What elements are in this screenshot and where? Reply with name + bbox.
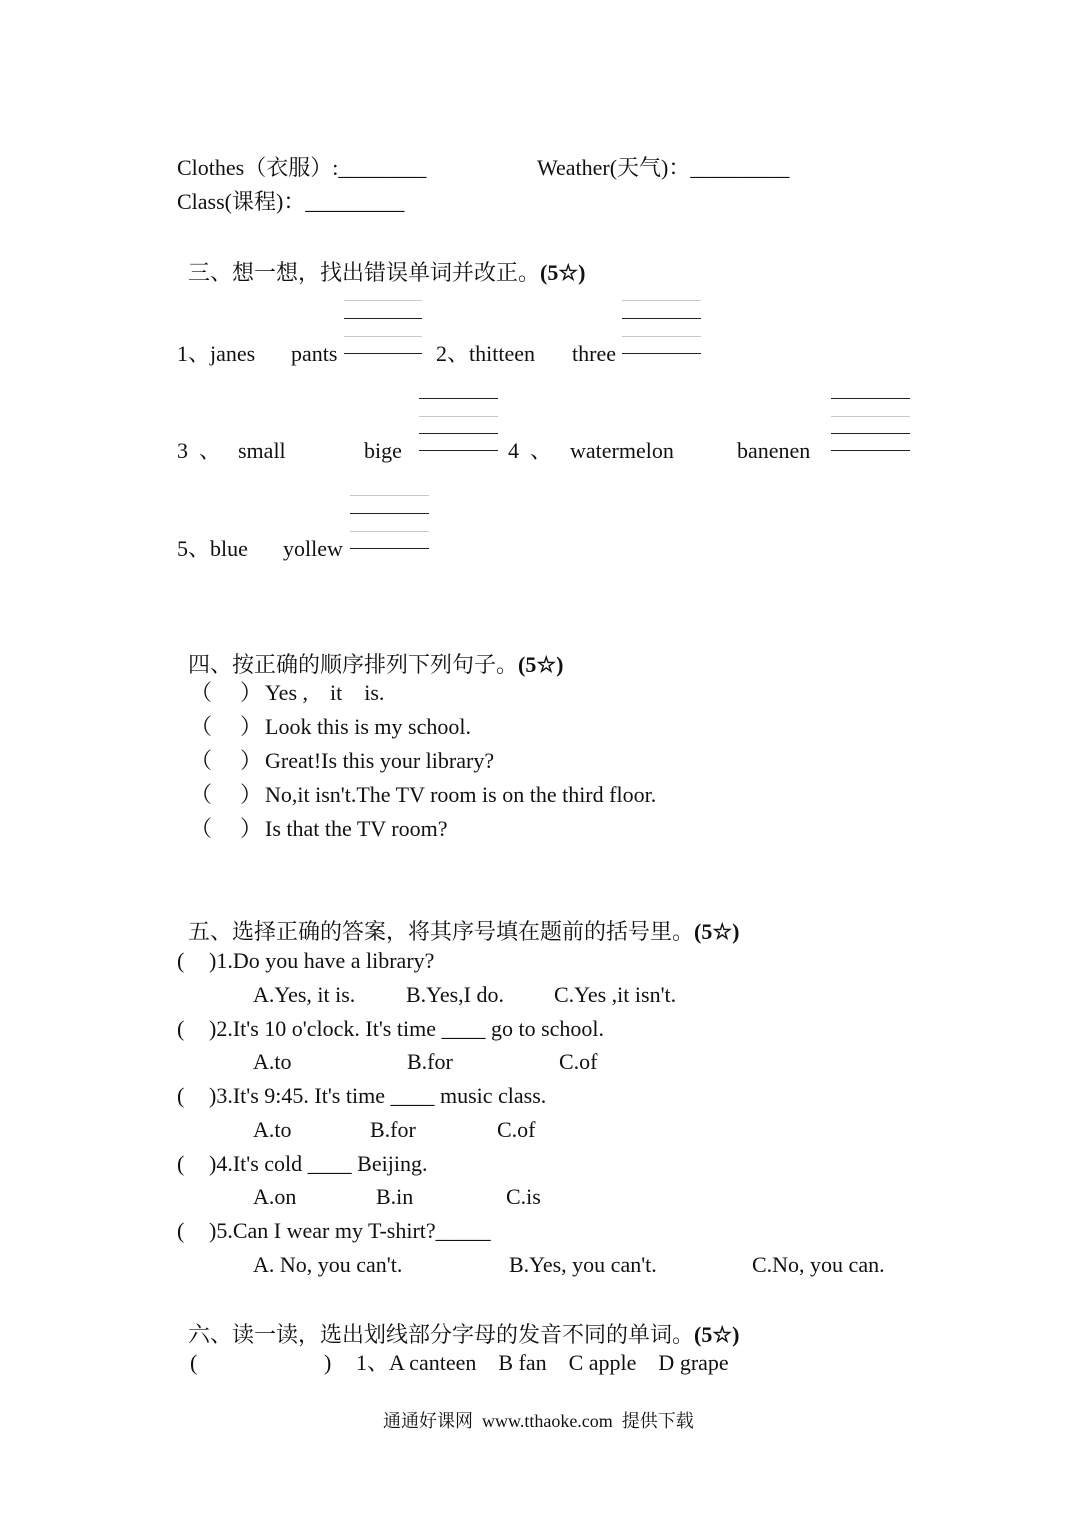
sec6-item: 1、A canteen B fan C apple D grape [356,1350,729,1375]
sec5-option-a: A. No, you can't. [253,1252,403,1277]
sec5-option-c: C.of [559,1049,598,1074]
sec6-bracket-right: ) [324,1350,332,1375]
sec5-question: )5.Can I wear my T-shirt?_____ [209,1218,491,1243]
sec3-item-1-blank-line[interactable] [344,318,422,319]
sec4-sentence: Great!Is this your library? [265,748,495,773]
sec4-bracket-right: ） [240,748,263,773]
section-4-heading [177,632,563,676]
section-6-title: 六、读一读，选出划线部分字母的发音不同的单词。 [188,1322,695,1347]
section-5-title: 五、选择正确的答案，将其序号填在题前的括号里。 [188,919,695,944]
sec5-option-c: C.No, you can. [752,1252,885,1277]
sec4-bracket-left: （ [190,680,213,705]
sec3-item-3-word: bige [364,438,402,463]
sec5-question: )4.It's cold ____ Beijing. [209,1151,428,1176]
sec5-answer-bracket: ( [177,948,185,973]
sec3-item-5-number: 5、blue [177,536,248,561]
sec4-bracket-left: （ [190,782,213,807]
sec3-item-2-blank-line[interactable] [622,318,701,319]
section-3-title: 三、想一想，找出错误单词并改正。 [188,260,541,285]
weather-label: Weather(天气)：_________ [537,155,790,180]
sec5-question: )2.It's 10 o'clock. It's time ____ go to school. [209,1016,605,1041]
class-label: Class(课程)：_________ [177,189,405,214]
sec5-answer-bracket: ( [177,1083,185,1108]
sec3-item-1-blank-line[interactable] [344,300,422,301]
sec3-item-1-blank-line[interactable] [344,353,422,354]
sec3-item-3-blank-line[interactable] [419,450,498,451]
sec5-option-c: C.of [497,1117,536,1142]
sec4-bracket-right: ） [240,782,263,807]
sec3-item-1-word: pants [291,341,338,366]
section-5-heading [177,899,739,943]
sec5-option-a: A.Yes, it is. [253,982,356,1007]
sec6-bracket-left: ( [190,1350,198,1375]
sec3-item-5-blank-line[interactable] [350,548,429,549]
sec3-item-2-number: 2、thitteen [436,341,535,366]
sec3-item-3-blank-line[interactable] [419,398,498,399]
sec3-item-1-number: 1、janes [177,341,256,366]
sec4-bracket-right: ） [240,816,263,841]
sec3-item-3-blank-line[interactable] [419,433,498,434]
section-3-score: (5☆) [540,260,586,285]
sec5-question: )1.Do you have a library? [209,948,435,973]
sec5-answer-bracket: ( [177,1016,185,1041]
sec4-sentence: Is that the TV room? [265,816,448,841]
sec3-item-2-word: three [572,341,616,366]
sec4-bracket-left: （ [190,748,213,773]
sec5-option-b: B.Yes,I do. [406,982,505,1007]
sec3-item-5-blank-line[interactable] [350,513,429,514]
sec3-item-2-blank-line[interactable] [622,336,701,337]
sec3-item-5-blank-line[interactable] [350,531,429,532]
sec3-item-4-first-word: watermelon [570,438,674,463]
sec5-option-a: A.to [253,1049,292,1074]
sec5-option-b: B.for [407,1049,453,1074]
sec4-bracket-right: ） [240,714,263,739]
section-4-score: (5☆) [518,652,564,677]
sec4-bracket-right: ） [240,680,263,705]
sec5-option-a: A.on [253,1184,297,1209]
sec3-item-2-blank-line[interactable] [622,353,701,354]
sec5-answer-bracket: ( [177,1151,185,1176]
sec3-item-4-blank-line[interactable] [831,416,910,417]
sec3-item-3-blank-line[interactable] [419,416,498,417]
sec3-item-1-blank-line[interactable] [344,336,422,337]
sec3-item-4-blank-line[interactable] [831,433,910,434]
section-3-heading [177,240,585,284]
section-5-score: (5☆) [694,919,740,944]
sec3-item-4-blank-line[interactable] [831,450,910,451]
sec4-bracket-left: （ [190,714,213,739]
section-6-heading [177,1302,739,1346]
sec5-option-b: B.in [376,1184,414,1209]
sec3-item-4-number: 4 、 [508,438,553,463]
section-4-title: 四、按正确的顺序排列下列句子。 [188,652,519,677]
sec4-sentence: No,it isn't.The TV room is on the third floor. [265,782,657,807]
sec5-question: )3.It's 9:45. It's time ____ music class. [209,1083,547,1108]
sec5-option-c: C.is [506,1184,541,1209]
clothes-label: Clothes（衣服）:________ [177,155,427,180]
sec3-item-3-first-word: small [238,438,286,463]
section-6-score: (5☆) [694,1322,740,1347]
sec3-item-4-blank-line[interactable] [831,398,910,399]
sec5-answer-bracket: ( [177,1218,185,1243]
sec3-item-2-blank-line[interactable] [622,300,701,301]
sec5-option-b: B.for [370,1117,416,1142]
sec3-item-3-number: 3 、 [177,438,222,463]
sec4-bracket-left: （ [190,816,213,841]
sec5-option-a: A.to [253,1117,292,1142]
sec3-item-5-blank-line[interactable] [350,495,429,496]
footer-source: 通通好课网 www.tthaoke.com 提供下载 [383,1411,694,1431]
sec4-sentence: Yes , it is. [265,680,385,705]
sec5-option-b: B.Yes, you can't. [509,1252,657,1277]
sec5-option-c: C.Yes ,it isn't. [554,982,677,1007]
sec3-item-5-word: yollew [283,536,343,561]
sec3-item-4-word: banenen [737,438,811,463]
sec4-sentence: Look this is my school. [265,714,471,739]
